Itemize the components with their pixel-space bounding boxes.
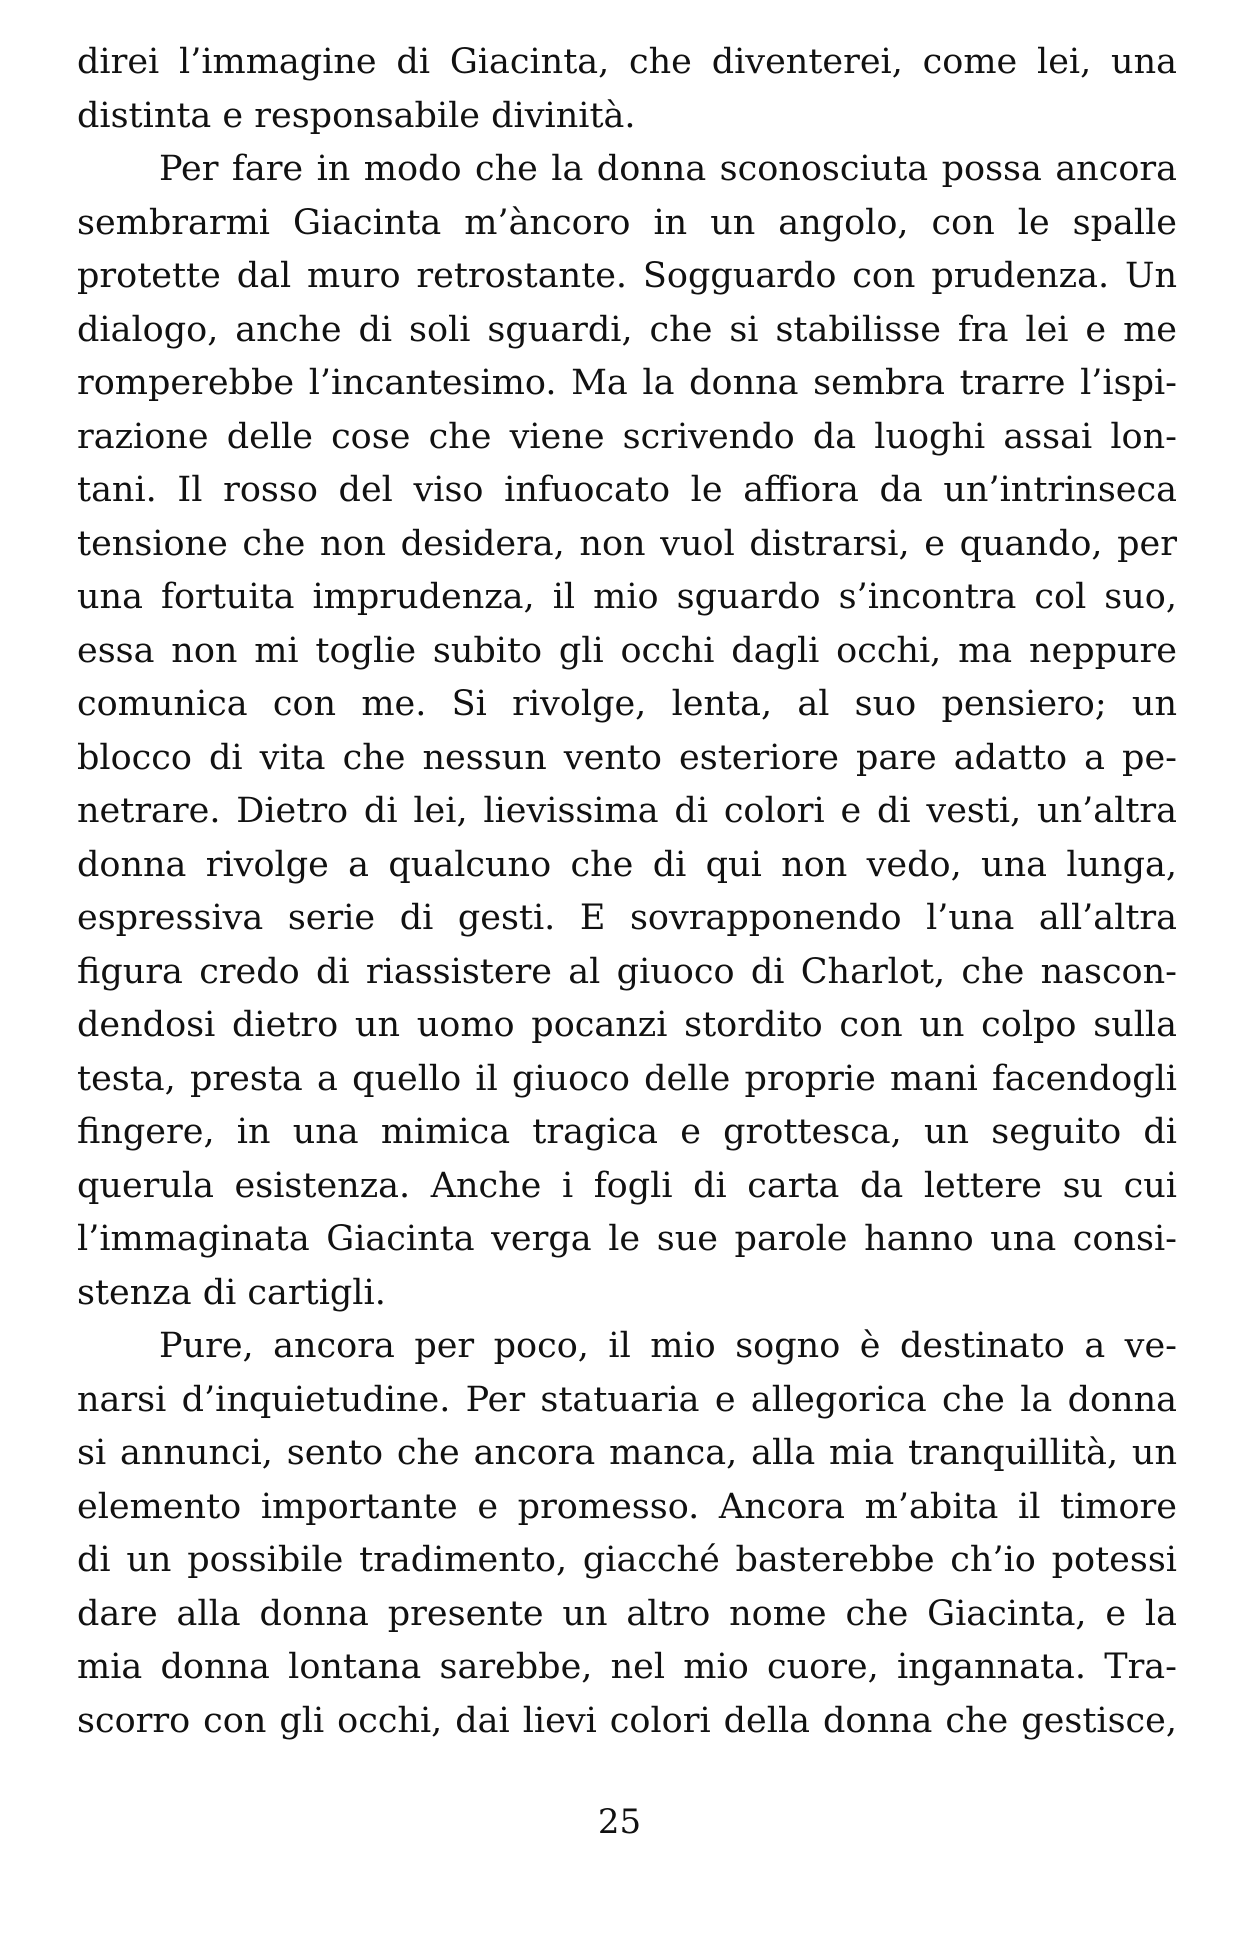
text-line: essa non mi toglie subito gli occhi dagli occhi, ma neppure [77, 630, 1177, 671]
page-number: 25 [597, 1802, 642, 1842]
text-line: sembrarmi Giacinta m’àncoro in un angolo, con le spalle [77, 202, 1177, 243]
text-line: dare alla donna presente un altro nome che Giacinta, e la [77, 1593, 1177, 1634]
text-line: scorro con gli occhi, dai lievi colori della donna che gestisce, [77, 1700, 1177, 1741]
text-line: protette dal muro retrostante. Sogguardo con prudenza. Un [77, 256, 1177, 296]
text-line: stenza di cartigli. [77, 1272, 386, 1313]
text-line: fingere, in una mimica tragica e grottesca, un seguito di [77, 1112, 1177, 1152]
text-line: figura credo di riassistere al giuoco di Charlot, che nascon- [77, 951, 1177, 992]
text-line: tani. Il rosso del viso infuocato le affiora da un’intrinseca [77, 470, 1177, 510]
text-line: romperebbe l’incantesimo. Ma la donna sembra trarre l’ispi- [77, 363, 1177, 403]
text-line: Per fare in modo che la donna sconosciuta possa ancora [159, 149, 1177, 189]
text-line: dendosi dietro un uomo pocanzi stordito con un colpo sulla [77, 1005, 1177, 1045]
text-line: mia donna lontana sarebbe, nel mio cuore, ingannata. Tra- [77, 1647, 1177, 1687]
text-line: dialogo, anche di soli sguardi, che si stabilisse fra lei e me [77, 309, 1177, 350]
text-line: espressiva serie di gesti. E sovrapponendo l’una all’altra [77, 898, 1177, 938]
text-line: tensione che non desidera, non vuol distrarsi, e quando, per [77, 523, 1177, 564]
text-line: razione delle cose che viene scrivendo da luoghi assai lon- [77, 416, 1177, 457]
text-line: querula esistenza. Anche i fogli di carta da lettere su cui [77, 1165, 1177, 1206]
text-line: elemento importante e promesso. Ancora m’abita il timore [77, 1486, 1177, 1527]
text-line: comunica con me. Si rivolge, lenta, al suo pensiero; un [77, 684, 1177, 724]
text-line: Pure, ancora per poco, il mio sogno è destinato a ve- [159, 1326, 1177, 1366]
text-line: una fortuita imprudenza, il mio sguardo s’incontra col suo, [77, 577, 1177, 617]
text-line: narsi d’inquietudine. Per statuaria e allegorica che la donna [77, 1379, 1177, 1420]
body-text [77, 36, 1177, 1748]
text-line: direi l’immagine di Giacinta, che diventerei, come lei, una [77, 42, 1177, 82]
text-line: netrare. Dietro di lei, lievissima di colori e di vesti, un’altra [77, 791, 1177, 831]
text-line: distinta e responsabile divinità. [77, 95, 636, 136]
text-line: si annunci, sento che ancora manca, alla mia tranquillità, un [77, 1433, 1177, 1473]
text-line: testa, presta a quello il giuoco delle proprie mani facendogli [77, 1058, 1177, 1099]
text-line: di un possibile tradimento, giacché basterebbe ch’io potessi [77, 1540, 1177, 1580]
text-line: donna rivolge a qualcuno che di qui non vedo, una lunga, [77, 844, 1177, 885]
text-line: l’immaginata Giacinta verga le sue parole hanno una consi- [77, 1219, 1177, 1259]
text-line: blocco di vita che nessun vento esteriore pare adatto a pe- [77, 737, 1177, 778]
